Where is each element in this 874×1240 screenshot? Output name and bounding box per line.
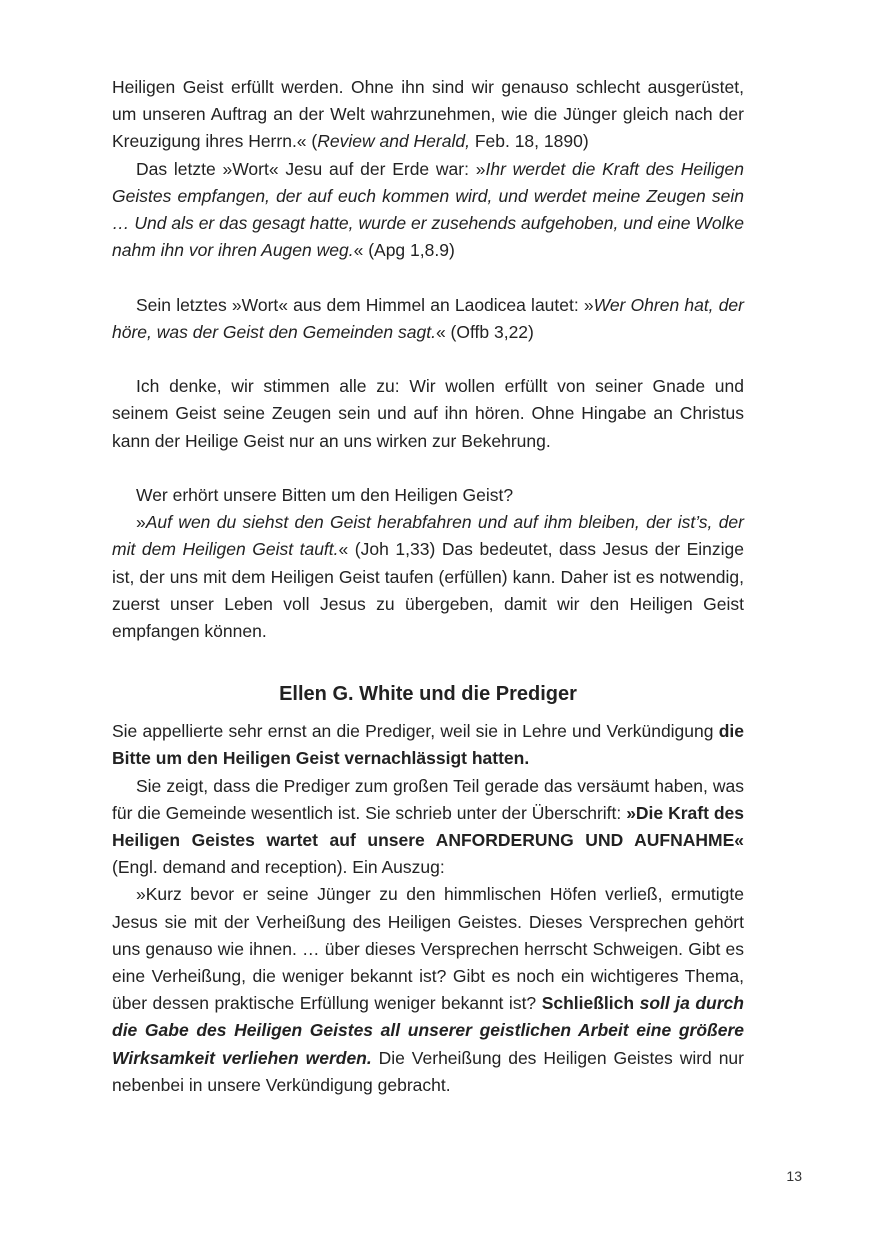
paragraph-4: Ich denke, wir stimmen alle zu: Wir wollen erfüllt von seiner Gnade und seinem Geist seine Zeugen sein und auf ihn hören. Ohne Hingabe an Christus kann der Heilige Geist nur an uns wirken zur Bekehrung.: [112, 376, 744, 451]
paragraph-6-pre: »: [136, 512, 146, 533]
paragraph-1-citation: Review and Herald,: [317, 131, 470, 152]
paragraph-2-tail: « (Apg 1,8.9): [353, 240, 455, 261]
section-paragraph-3-tail: Die Verheißung des Heiligen Geistes wird nur nebenbei in unsere Verkündigung gebracht.: [112, 1047, 744, 1095]
paragraph-3: [112, 292, 744, 346]
section-paragraph-3-bold-italic: soll ja durch die Gabe des Heiligen Geistes all unserer geistlichen Arbeit eine größere Wirksamkeit verliehen werden.: [112, 993, 744, 1068]
body-text: [112, 74, 744, 1099]
section-paragraph-2-bold: »Die Kraft des Heiligen Geistes wartet auf unsere ANFORDERUNG UND AUFNAHME«: [112, 802, 744, 851]
paragraph-3-quote: Wer Ohren hat, der höre, was der Geist den Gemeinden sagt.: [112, 294, 744, 342]
paragraph-5: Wer erhört unsere Bitten um den Heiligen Geist?: [136, 485, 514, 505]
section-paragraph-2-text: Sie zeigt, dass die Prediger zum großen Teil gerade das versäumt haben, was für die Gemeinde wesentlich ist. Sie schrieb unter der Überschrift:: [112, 775, 744, 823]
section-heading: Ellen G. White und die Prediger: [279, 683, 577, 706]
section-paragraph-1-pre: Sie appellierte sehr ernst an die Prediger, weil sie in Lehre und Verkündigung: [112, 721, 719, 742]
paragraph-6: [112, 509, 744, 645]
section-paragraph-1-bold: die Bitte um den Heiligen Geist vernachlässigt hatten.: [112, 721, 744, 769]
paragraph-6-quote: Auf wen du siehst den Geist herabfahren und auf ihm bleiben, der ist’s, der mit dem Heiligen Geist tauft.: [112, 512, 744, 560]
spacer: [112, 264, 744, 291]
spacer: [112, 455, 744, 482]
paragraph-1: [112, 74, 744, 156]
section-paragraph-3: [112, 881, 744, 1099]
paragraph-2: [112, 156, 744, 265]
section-paragraph-2-tail: (Engl. demand and reception). Ein Auszug:: [112, 857, 445, 878]
section-paragraph-3-text: »Kurz bevor er seine Jünger zu den himmlischen Höfen verließ, ermutigte Jesus sie mit der Verheißung des Heiligen Geistes. Dieses Versprechen gehört uns genauso wie ihnen. … über dieses Versprechen herrscht Schweigen. Gibt es eine Verheißung, die weniger bekannt ist? Gibt es noch ein wichtigeres Thema, über dessen praktische Erfüllung weniger bekannt ist?: [112, 884, 744, 1014]
spacer: [112, 346, 744, 373]
page-number: 13: [786, 1168, 802, 1184]
paragraph-2-pre: Das letzte »Wort« Jesu auf der Erde war: »: [136, 158, 486, 179]
section-paragraph-2: [112, 773, 744, 882]
paragraph-1-text: Heiligen Geist erfüllt werden. Ohne ihn sind wir genauso schlecht ausgerüstet, um unseren Auftrag an der Welt wahrzunehmen, wie die Jünger gleich nach der Kreuzigung ihres Herrn.« (: [112, 77, 744, 152]
spacer: [112, 645, 744, 681]
paragraph-2-quote: Ihr werdet die Kraft des Heiligen Geistes empfangen, der auf euch kommen wird, und werdet meine Zeugen sein … Und als er das gesagt hatte, wurde er zusehends aufgehoben, und eine Wolke nahm ihn vor ihren Augen weg.: [112, 158, 744, 261]
paragraph-1-tail: Feb. 18, 1890): [469, 131, 589, 152]
section-paragraph-3-bold: Schließlich: [541, 993, 635, 1014]
paragraph-3-pre: Sein letztes »Wort« aus dem Himmel an Laodicea lautet: »: [136, 294, 594, 315]
paragraph-6-tail: « (Joh 1,33) Das bedeutet, dass Jesus der Einzige ist, der uns mit dem Heiligen Geist taufen (erfüllen) kann. Daher ist es notwendig, zuerst unser Leben voll Jesus zu übergeben, damit wir den Heiligen Geist empfangen können.: [112, 539, 744, 642]
paragraph-3-tail: « (Offb 3,22): [435, 321, 534, 342]
section-paragraph-1: [112, 718, 744, 772]
